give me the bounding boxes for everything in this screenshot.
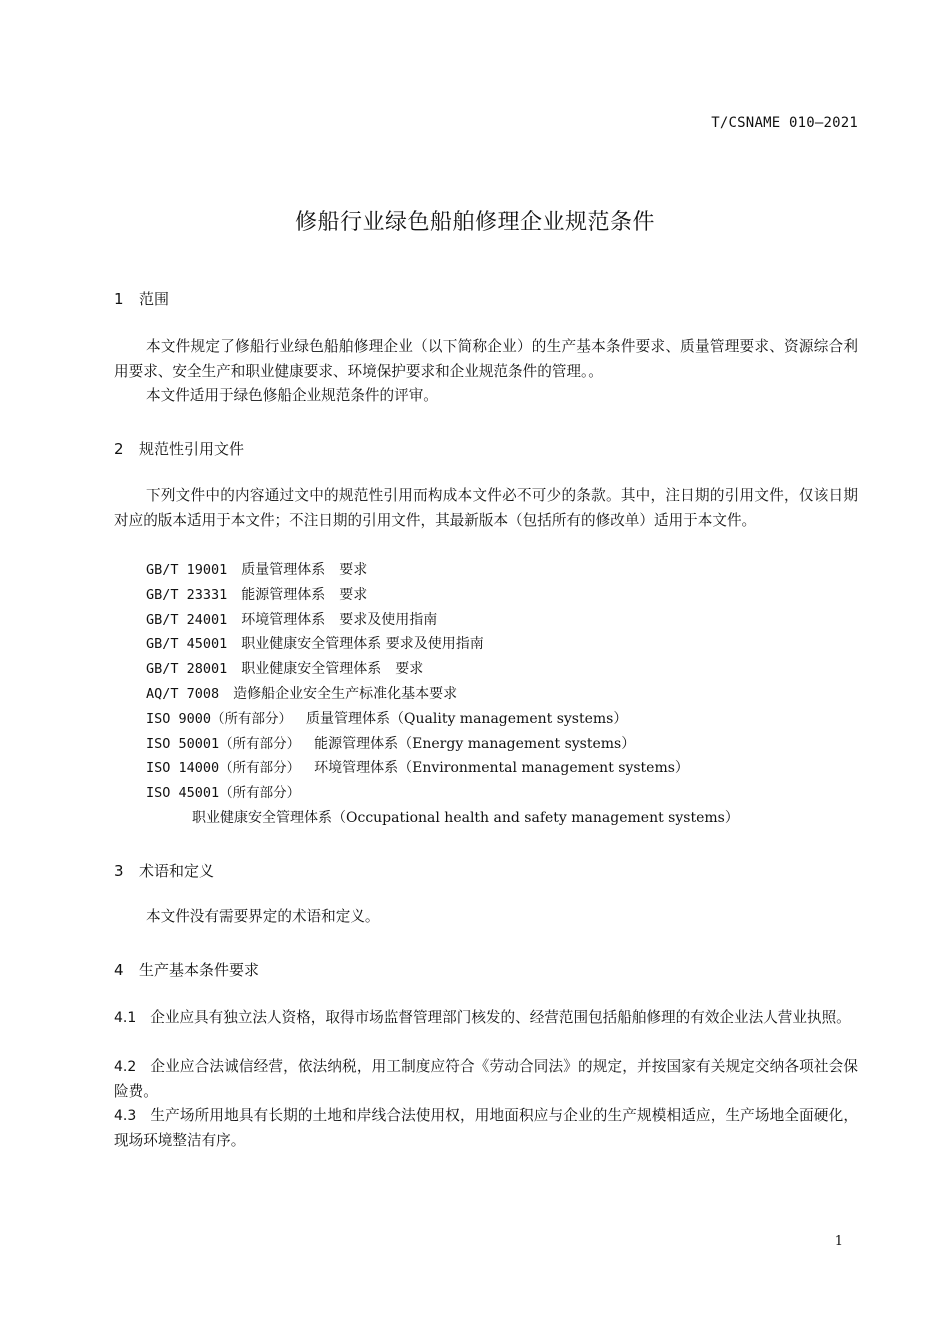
terms-paragraph: 本文件没有需要界定的术语和定义。: [146, 908, 380, 925]
section-heading-1: [114, 288, 169, 309]
section-title: 规范性引用文件: [139, 440, 245, 458]
reference-name: 职业健康安全管理体系 要求: [241, 661, 424, 678]
list-item: [146, 682, 860, 707]
clause-number: 4.2: [114, 1059, 137, 1075]
reference-name: 质量管理体系 要求: [241, 562, 368, 578]
page-number: 1: [834, 1234, 843, 1249]
list-item: [146, 707, 860, 732]
section-number: 2: [114, 440, 124, 458]
references-intro: 下列文件中的内容通过文中的规范性引用而构成本文件必不可少的条款。其中，注日期的引用文件，仅该日期对应的版本适用于本文件；不注日期的引用文件，其最新版本（包括所有的修改单）适用于本文件。: [114, 487, 858, 529]
list-item: [146, 558, 860, 583]
reference-code: ISO 50001（所有部分）: [146, 735, 301, 752]
reference-name: 环境管理体系（Environmental management systems）: [314, 760, 689, 777]
scope-paragraph-2: 本文件适用于绿色修船企业规范条件的评审。: [146, 387, 438, 404]
clause-number: 4.3: [114, 1108, 137, 1124]
list-item: [146, 732, 860, 757]
section-heading-3: [114, 860, 214, 881]
reference-code: GB/T 23331: [146, 586, 228, 603]
clause-4-2: [114, 1055, 858, 1104]
section-number: 4: [114, 961, 124, 979]
reference-name: 造修船企业安全生产标准化基本要求: [233, 685, 458, 702]
reference-code: ISO 45001（所有部分）: [146, 785, 301, 802]
section-heading-2: [114, 438, 244, 459]
section-title: 范围: [139, 290, 170, 308]
list-item: [146, 756, 860, 781]
list-item: [146, 632, 860, 657]
reference-code: ISO 9000（所有部分）: [146, 710, 293, 727]
reference-name: 质量管理体系（Quality management systems）: [306, 710, 628, 727]
reference-code: AQ/T 7008: [146, 685, 220, 702]
clause-4-1: [114, 1006, 858, 1031]
list-item: [146, 781, 860, 831]
scope-paragraph-1: 本文件规定了修船行业绿色船舶修理企业（以下简称企业）的生产基本条件要求、质量管理要求、资源综合利用要求、安全生产和职业健康要求、环境保护要求和企业规范条件的管理。。: [114, 338, 858, 380]
reference-code: GB/T 19001: [146, 562, 228, 578]
reference-code: GB/T 24001: [146, 611, 228, 628]
reference-code: ISO 14000（所有部分）: [146, 760, 301, 777]
reference-code: GB/T 45001: [146, 636, 228, 653]
reference-name: 职业健康安全管理体系 要求及使用指南: [241, 636, 484, 653]
section-number: 1: [114, 290, 124, 308]
reference-name: 能源管理体系 要求: [241, 586, 368, 603]
clause-text: 企业应具有独立法人资格，取得市场监督管理部门核发的、经营范围包括船舶修理的有效企业法人营业执照。: [150, 1009, 851, 1026]
clause-text: 企业应合法诚信经营，依法纳税，用工制度应符合《劳动合同法》的规定，并按国家有关规定交纳各项社会保险费。: [114, 1058, 858, 1100]
section-title: 术语和定义: [139, 862, 215, 880]
list-item: [146, 657, 860, 682]
document-title: 修船行业绿色船舶修理企业规范条件: [294, 210, 655, 235]
reference-list: [114, 558, 860, 831]
clause-text: 生产场所用地具有长期的土地和岸线合法使用权，用地面积应与企业的生产规模相适应，生产场地全面硬化，现场环境整洁有序。: [114, 1107, 858, 1149]
clause-4-3: [114, 1104, 858, 1153]
reference-name: 环境管理体系 要求及使用指南: [241, 611, 438, 628]
section-heading-4: [114, 959, 259, 980]
list-item: [146, 583, 860, 608]
clause-number: 4.1: [114, 1010, 137, 1026]
reference-name: 能源管理体系（Energy management systems）: [314, 735, 636, 752]
reference-name: 职业健康安全管理体系（Occupational health and safety management systems）: [192, 809, 739, 826]
reference-code: GB/T 28001: [146, 661, 228, 678]
section-title: 生产基本条件要求: [139, 961, 260, 979]
standard-code: T/CSNAME 010—2021: [711, 115, 858, 131]
section-number: 3: [114, 862, 124, 880]
list-item: [146, 608, 860, 633]
